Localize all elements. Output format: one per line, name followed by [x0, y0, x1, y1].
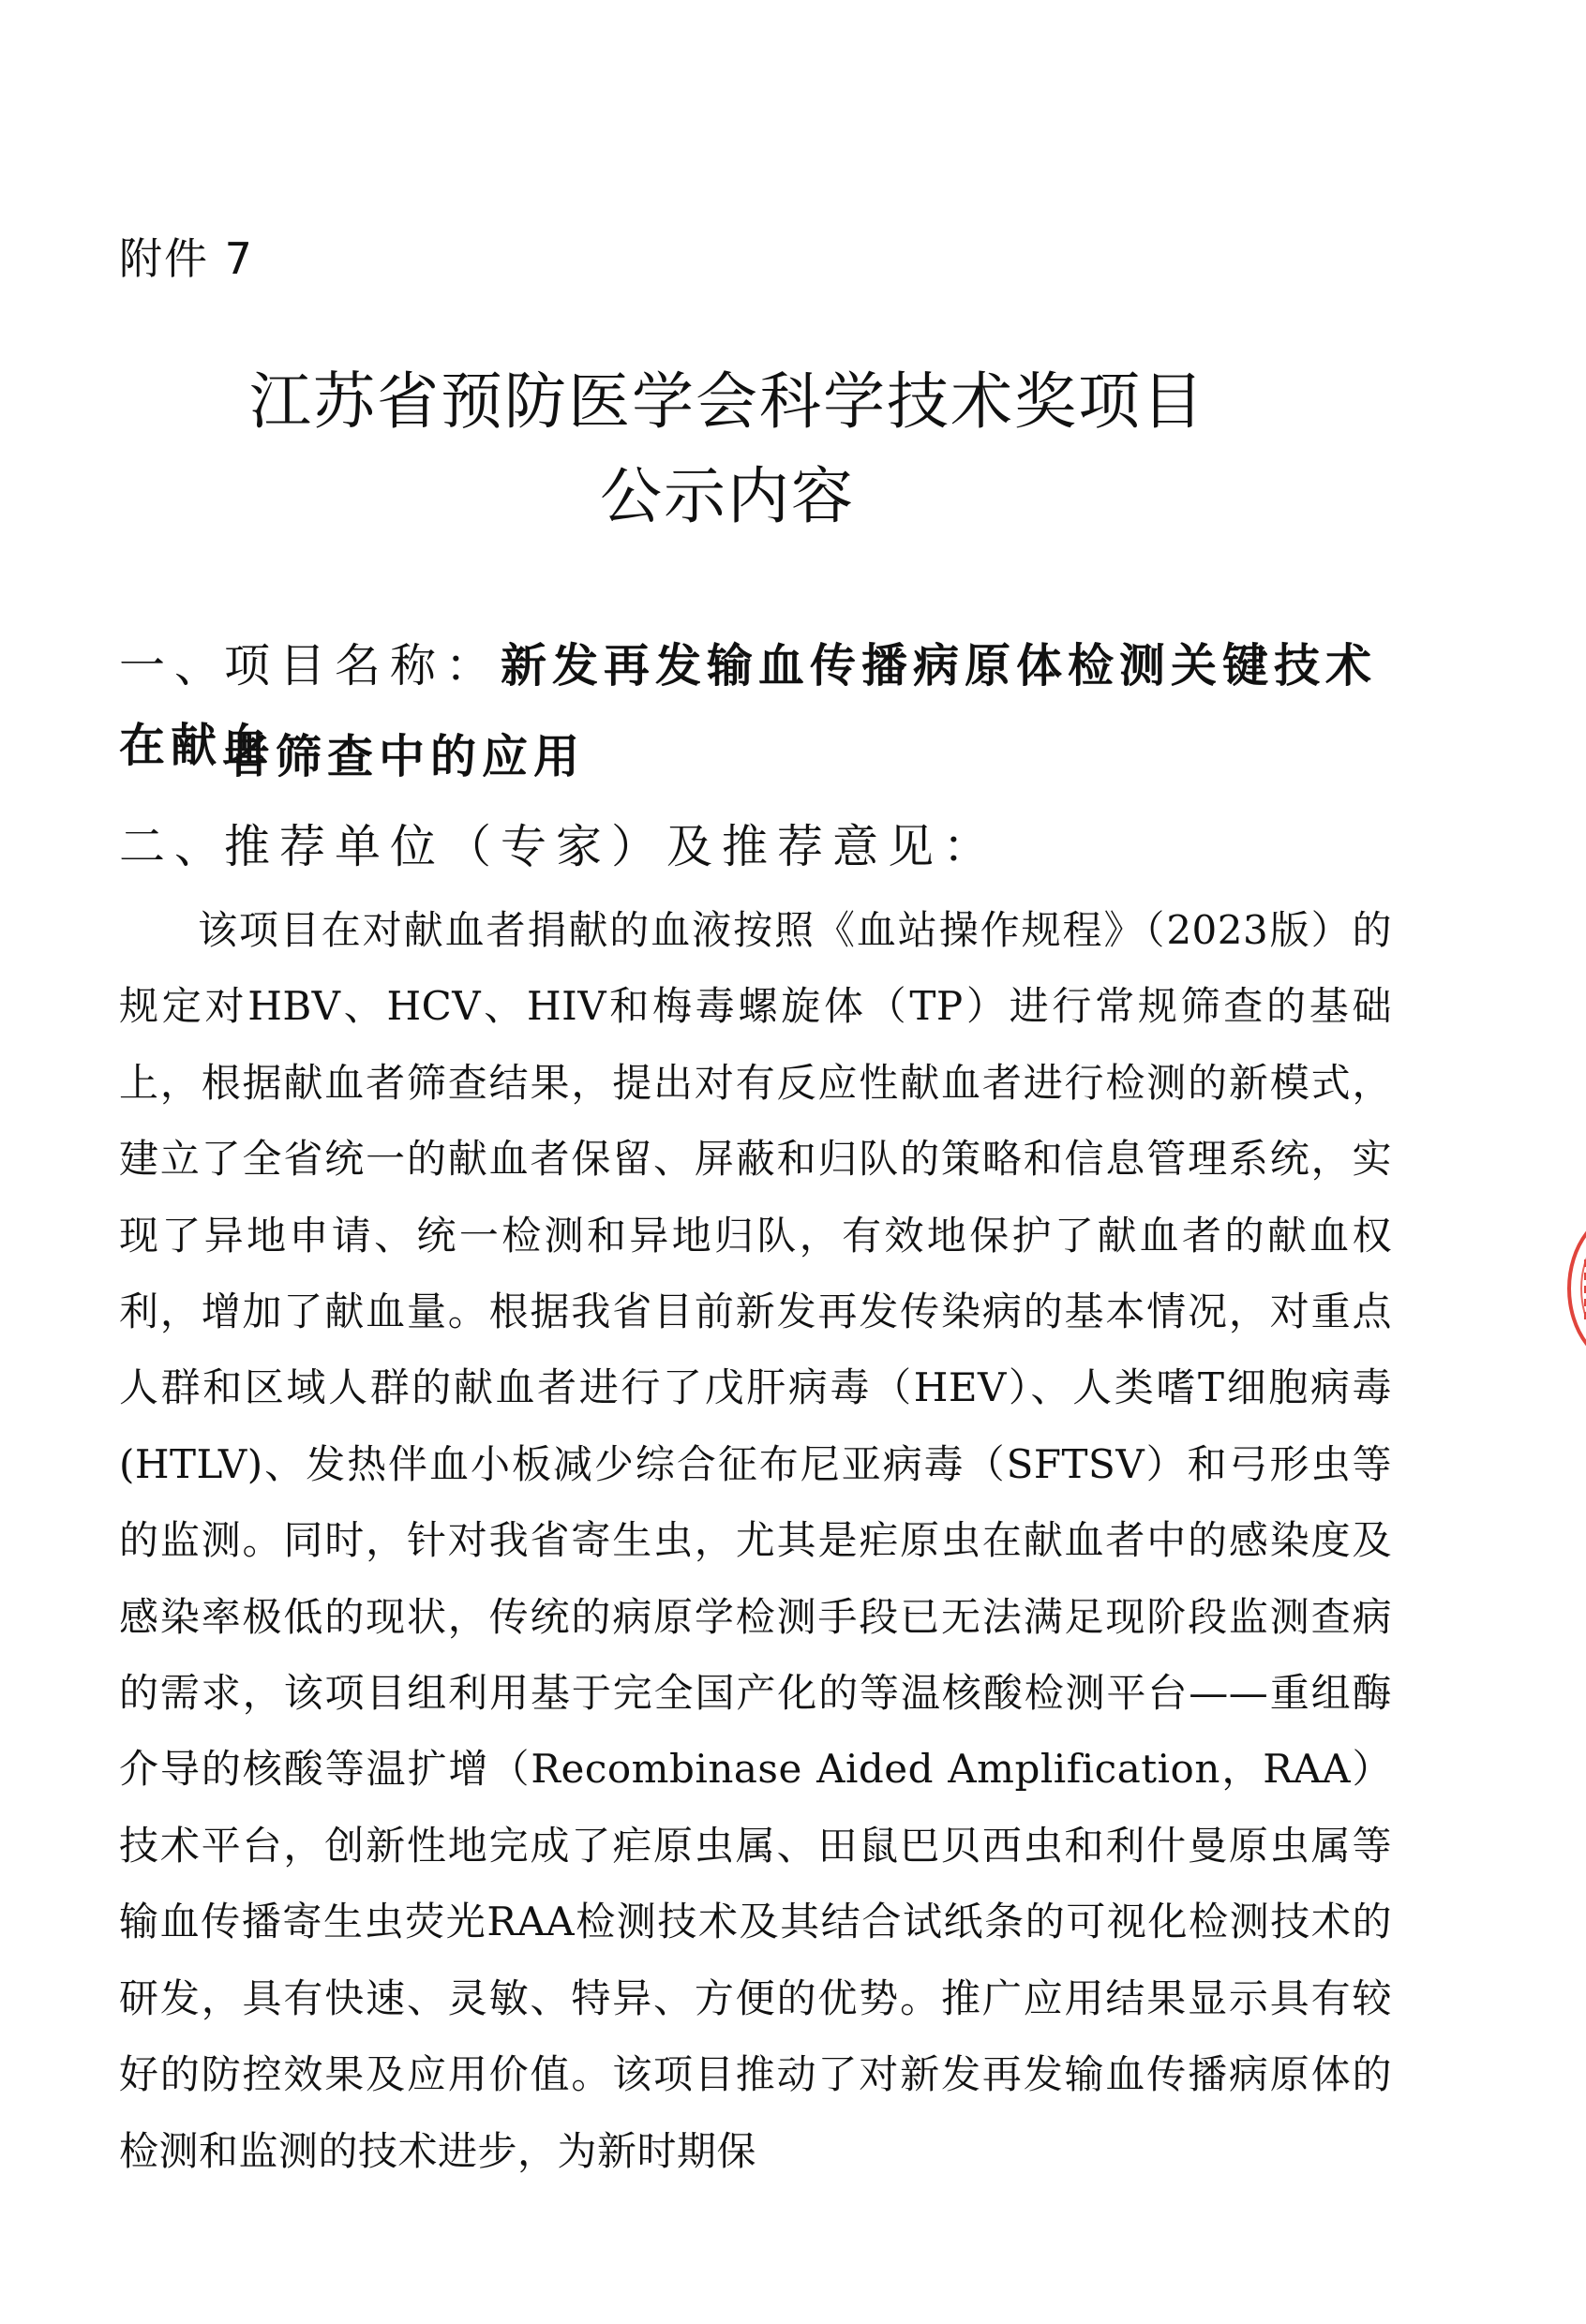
- recommendation-paragraph: 该项目在对献血者捐献的血液按照《血站操作规程》（2023版）的规定对HBV、HCV、HIV和梅毒螺旋体（TP）进行常规筛查的基础上，根据献血者筛查结果，提出对有反应性献血者进行检测的新模式，建立了全省统一的献血者保留、屏蔽和归队的策略和信息管理系统，实现了异地申请、统一检测和异地归队，有效地保护了献血者的献血权利，增加了献血量。根据我省目前新发再发传染病的基本情况，对重点人群和区域人群的献血者进行了戊肝病毒（HEV）、人类嗜T细胞病毒(HTLV)、发热伴血小板减少综合征布尼亚病毒（SFTSV）和弓形虫等的监测。同时，针对我省寄生虫，尤其是疟原虫在献血者中的感染度及感染率极低的现状，传统的病原学检测手段已无法满足现阶段监测查病的需求，该项目组利用基于完全国产化的等温核酸检测平台——重组酶介导的核酸等温扩增（Recombinase Aided Amplification，RAA）技术平台，创新性地完成了疟原虫属、田鼠巴贝西虫和利什曼原虫属等输血传播寄生虫荧光RAA检测技术及其结合试纸条的可视化检测技术的研发，具有快速、灵敏、特异、方便的优势。推广应用结果显示具有较好的防控效果及应用价值。该项目推动了对新发再发输血传播病原体的检测和监测的技术进步，为新时期保: [119, 907, 1392, 2174]
- section1-number: 一、: [119, 639, 231, 693]
- section-recommendation: [119, 808, 1394, 886]
- red-seal-stamp: [1567, 1209, 1586, 1368]
- project-name-line2: 者筛查中的应用: [224, 729, 586, 783]
- section1-label: 项目名称：: [224, 639, 501, 693]
- document-title-line2: 公示内容: [600, 460, 855, 532]
- section2-label: 推荐单位（专家）及推荐意见：: [224, 820, 999, 873]
- project-name-line1: 新发再发输血传播病原体检测关键技术在献血: [119, 638, 1378, 772]
- section2-number: 二、: [119, 820, 231, 873]
- attachment-label: 附件 7: [119, 233, 254, 284]
- document-title-line1: 江苏省预防医学会科学技术奖项目: [249, 365, 1205, 438]
